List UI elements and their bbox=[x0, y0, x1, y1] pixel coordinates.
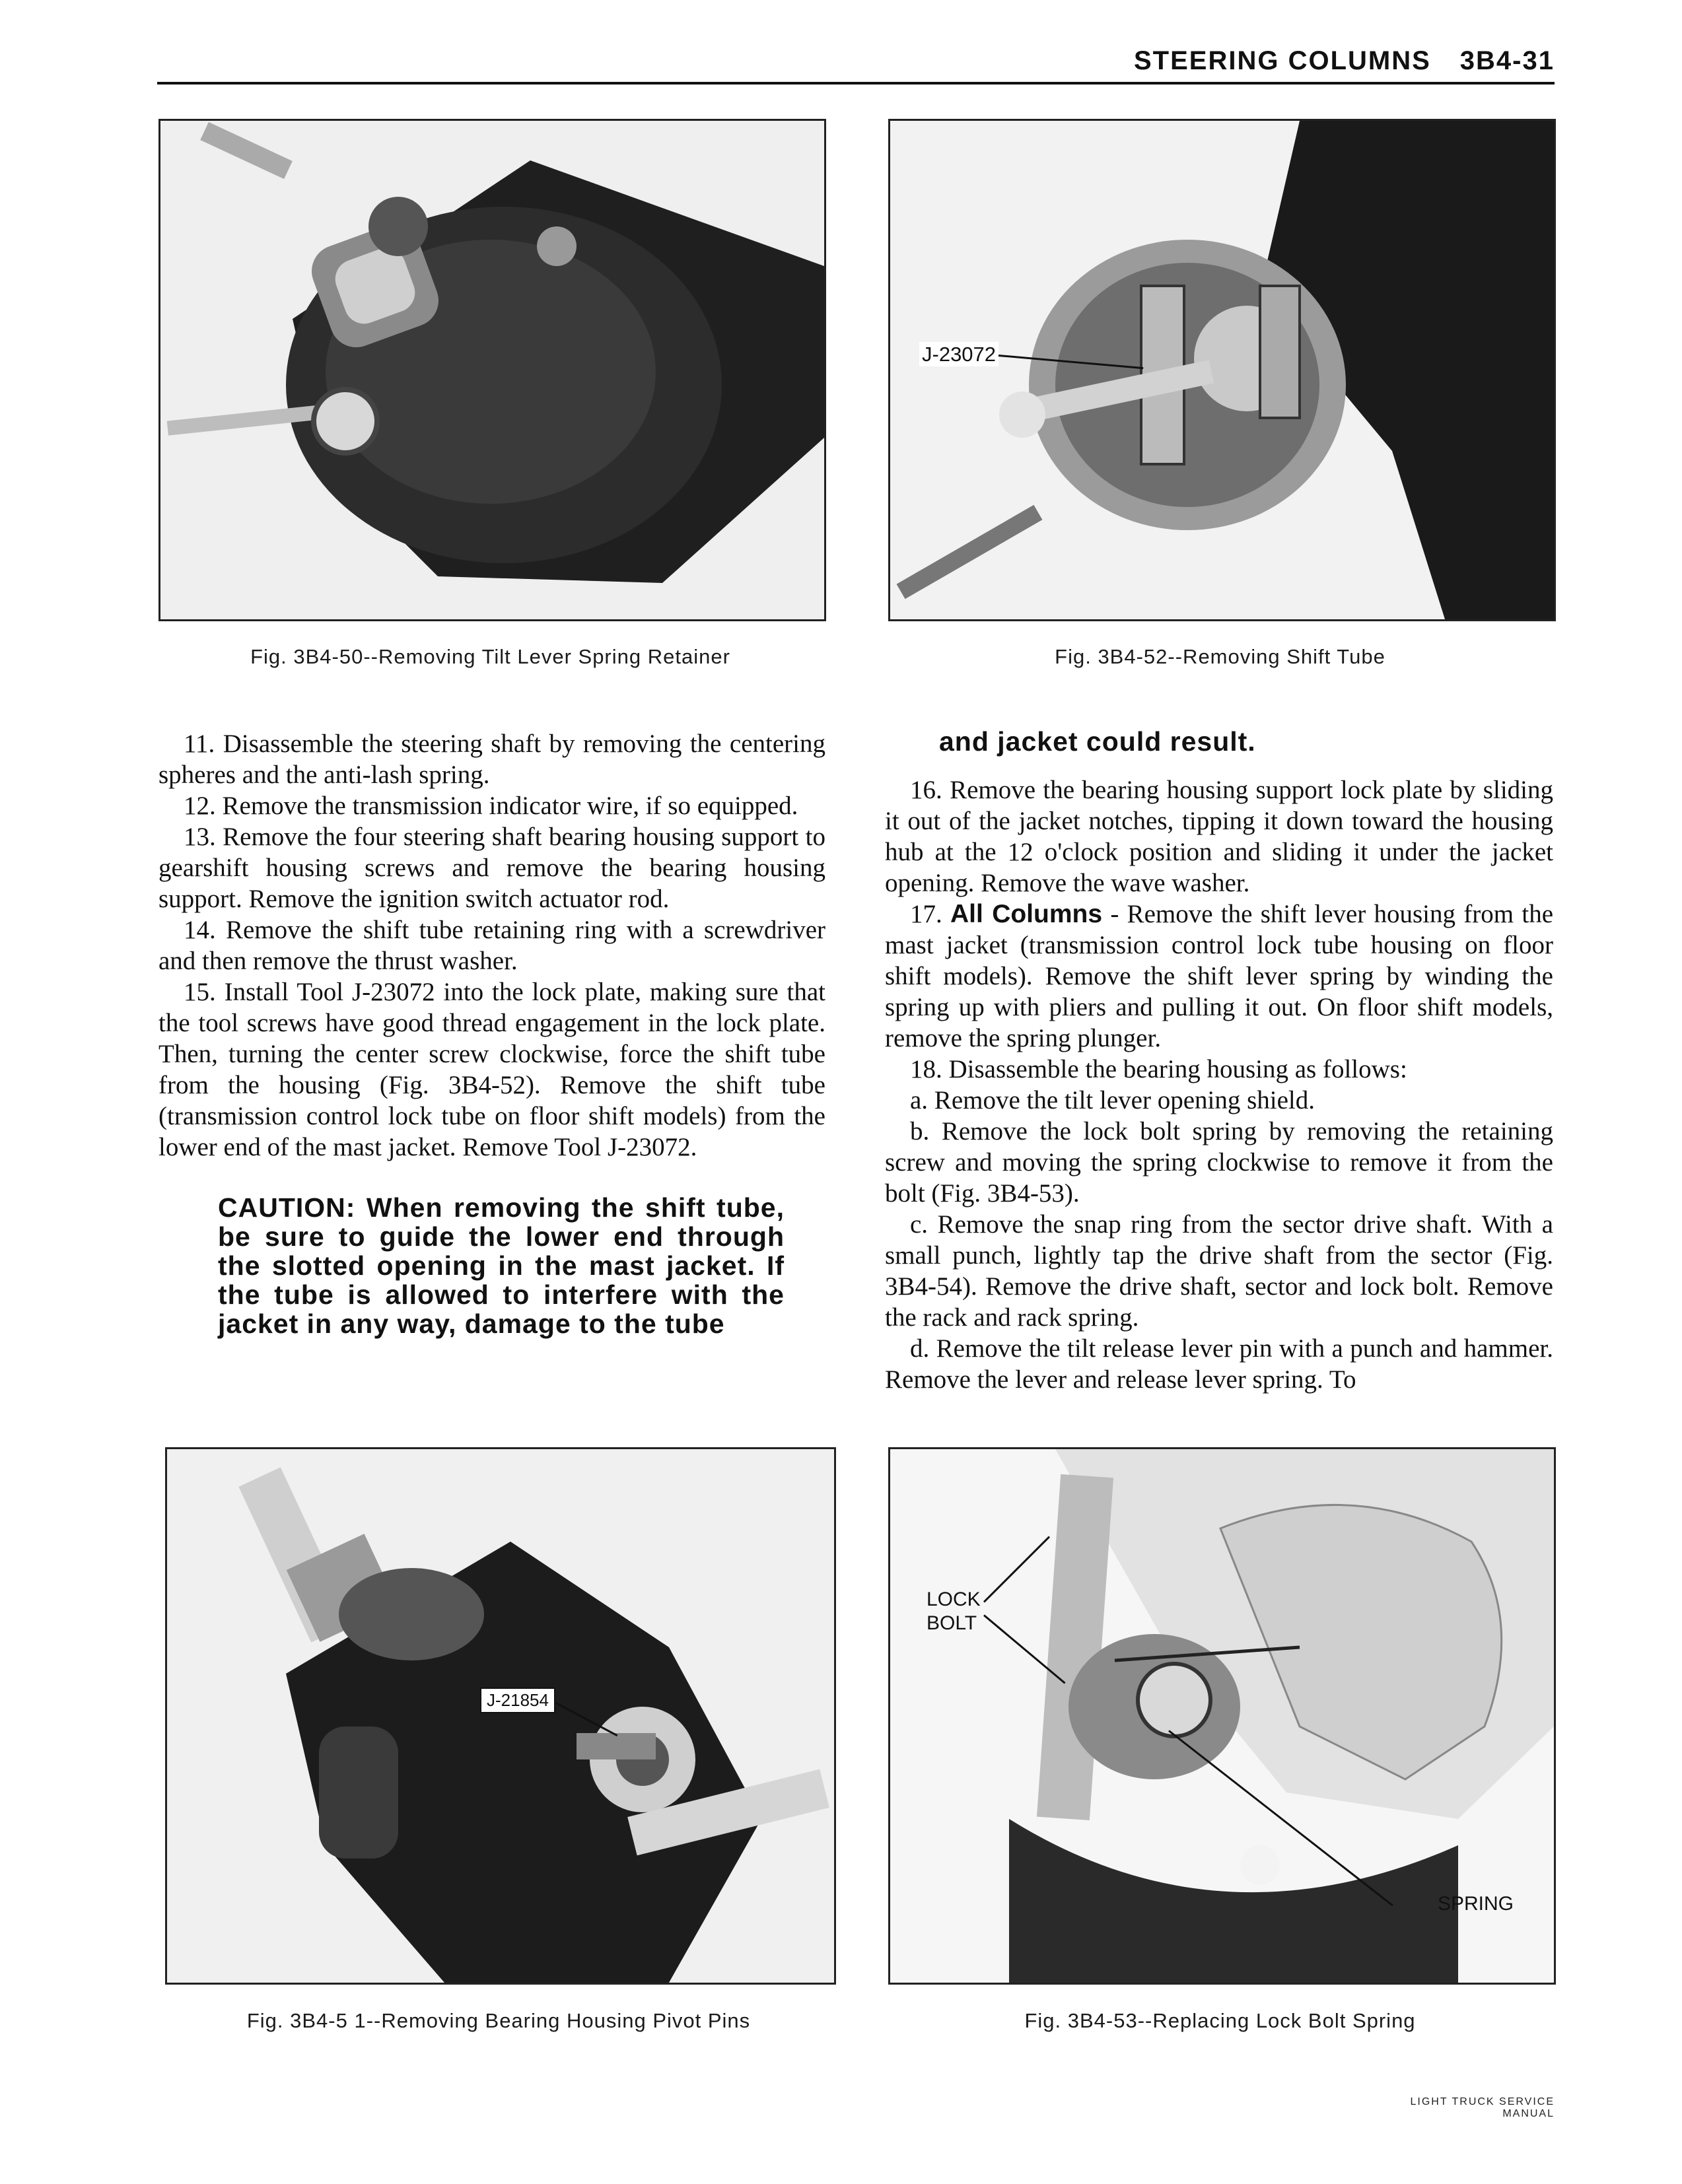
step-11: 11. Disassemble the steering shaft by removing the centering spheres and the anti-lash spring. bbox=[158, 730, 825, 789]
figure-3b4-50-caption: Fig. 3B4-50--Removing Tilt Lever Spring Retainer bbox=[250, 645, 730, 668]
header-rule bbox=[157, 82, 1555, 85]
step-18d: d. Remove the tilt release lever pin with a punch and hammer. Remove the lever and release lever spring. To bbox=[885, 1334, 1553, 1394]
step-17 bbox=[885, 899, 1553, 1054]
step-18a: a. Remove the tilt lever opening shield. bbox=[910, 1086, 1315, 1114]
figure-3b4-51-photo bbox=[165, 1447, 836, 1985]
step-15: 15. Install Tool J-23072 into the lock plate, making sure that the tool screws have good thread engagement in the lock plate. Then, turning the center screw clockwise, force the shift tube from the housing (Fig. 3B4-52). Remove the shift tube (transmission control lock tube on floor shift models) from the lower end of the mast jacket. Remove Tool J-23072. bbox=[158, 978, 825, 1161]
step-14: 14. Remove the shift tube retaining ring with a screwdriver and then remove the thrust washer. bbox=[158, 916, 825, 975]
step-12: 12. Remove the transmission indicator wire, if so equipped. bbox=[184, 792, 798, 820]
figure-3b4-52-tool-label: J-23072 bbox=[919, 342, 999, 366]
caution-notice: CAUTION: When removing the shift tube, be sure to guide the lower end through the slotted opening in the mast jacket. If the tube is allowed to interfere with the jacket in any way, damage to the tube bbox=[218, 1192, 785, 1339]
caution-continued: and jacket could result. bbox=[939, 726, 1256, 757]
figure-3b4-53-caption: Fig. 3B4-53--Replacing Lock Bolt Spring bbox=[1024, 2009, 1416, 2032]
step-17-text: - Remove the shift lever housing from the mast jacket (transmission control lock tube housing on floor shift models). Remove the shift lever spring by winding the spring up with pliers and pulling it out. On floor shift models, remove the spring plunger. bbox=[885, 900, 1553, 1052]
step-18c: c. Remove the snap ring from the sector drive shaft. With a small punch, lightly tap the drive shaft from the sector (Fig. 3B4-54). Remove the drive shaft, sector and lock bolt. Remove the rack and rack spring. bbox=[885, 1210, 1553, 1332]
figure-3b4-52-caption: Fig. 3B4-52--Removing Shift Tube bbox=[1055, 645, 1385, 668]
left-text-column bbox=[158, 728, 825, 1338]
figure-3b4-50-photo bbox=[158, 119, 826, 621]
step-18b: b. Remove the lock bolt spring by removing the retaining screw and moving the spring clockwise to remove it from the bolt (Fig. 3B4-53). bbox=[885, 1117, 1553, 1208]
right-text-column bbox=[885, 726, 1553, 1395]
step-16: 16. Remove the bearing housing support lock plate by sliding it out of the jacket notches, tipping it down toward the housing hub at the 12 o'clock position and sliding it under the jacket opening. Remove the wave washer. bbox=[885, 776, 1553, 897]
page-header bbox=[1070, 46, 1555, 83]
page-number: 3B4-31 bbox=[1459, 46, 1555, 75]
figure-3b4-51-caption: Fig. 3B4-5 1--Removing Bearing Housing Pivot Pins bbox=[246, 2009, 751, 2032]
lock-label: LOCK bbox=[927, 1588, 981, 1610]
figure-3b4-51-tool-label: J-21854 bbox=[480, 1688, 555, 1713]
bolt-label: BOLT bbox=[927, 1612, 977, 1634]
figure-3b4-53-lock-bolt-label bbox=[927, 1588, 981, 1635]
figure-3b4-52-photo bbox=[888, 119, 1556, 621]
step-18: 18. Disassemble the bearing housing as follows: bbox=[910, 1055, 1407, 1083]
step-17-label: All Columns bbox=[950, 900, 1103, 928]
section-title: STEERING COLUMNS bbox=[1134, 46, 1431, 75]
manual-footer: LIGHT TRUCK SERVICE MANUAL bbox=[1410, 2096, 1555, 2119]
figure-3b4-53-spring-label: SPRING bbox=[1438, 1893, 1514, 1915]
step-13: 13. Remove the four steering shaft bearing housing support to gearshift housing screws and remove the bearing housing support. Remove the ignition switch actuator rod. bbox=[158, 823, 825, 913]
step-17-number: 17. bbox=[910, 900, 942, 928]
